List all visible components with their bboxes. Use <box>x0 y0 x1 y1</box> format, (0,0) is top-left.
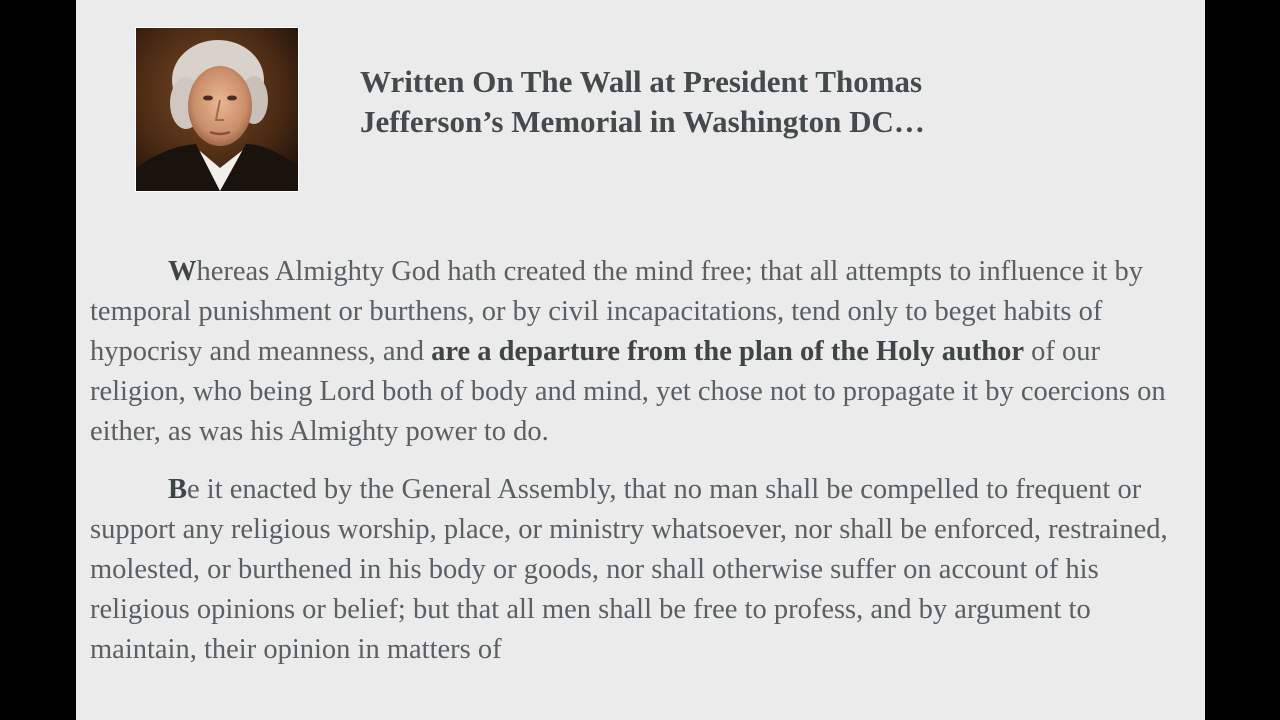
title-line-1: Written On The Wall at President Thomas <box>360 64 923 99</box>
paragraph-1-initial: W <box>168 256 197 287</box>
title-line-2: Jefferson’s Memorial in Washington DC… <box>360 104 925 139</box>
paragraph-1 <box>90 252 1190 452</box>
document-page <box>76 0 1205 720</box>
paragraph-2-text: e it enacted by the General Assembly, that no man shall be compelled to frequent or support any religious worship, place, or ministry whatsoever, nor shall be enforced, restrained, molested, or burthened in his body or goods, nor shall otherwise suffer on account of his religious opinions or belief; but that all men shall be free to profess, and by argument to maintain, their opinion in matters of <box>90 474 1168 665</box>
document-title <box>360 62 1120 142</box>
portrait-icon <box>136 28 298 191</box>
paragraph-1-text-a: hereas Almighty God hath created the mind free; that all attempts to influence it by temporal punishment or burthens, or by civil incapacitations, tend only to beget habits of hypocrisy and meanness, and <box>90 256 1144 367</box>
jefferson-portrait-image <box>135 27 299 192</box>
paragraph-1-bold: are a departure from the plan of the Holy author <box>431 336 1025 367</box>
document-body <box>90 252 1190 688</box>
paragraph-2 <box>90 470 1190 670</box>
paragraph-2-initial: B <box>168 474 188 505</box>
paragraph-1-text-b: of our religion, who being Lord both of body and mind, yet chose not to propagate it by coercions on either, as was his Almighty power to do. <box>90 336 1166 447</box>
